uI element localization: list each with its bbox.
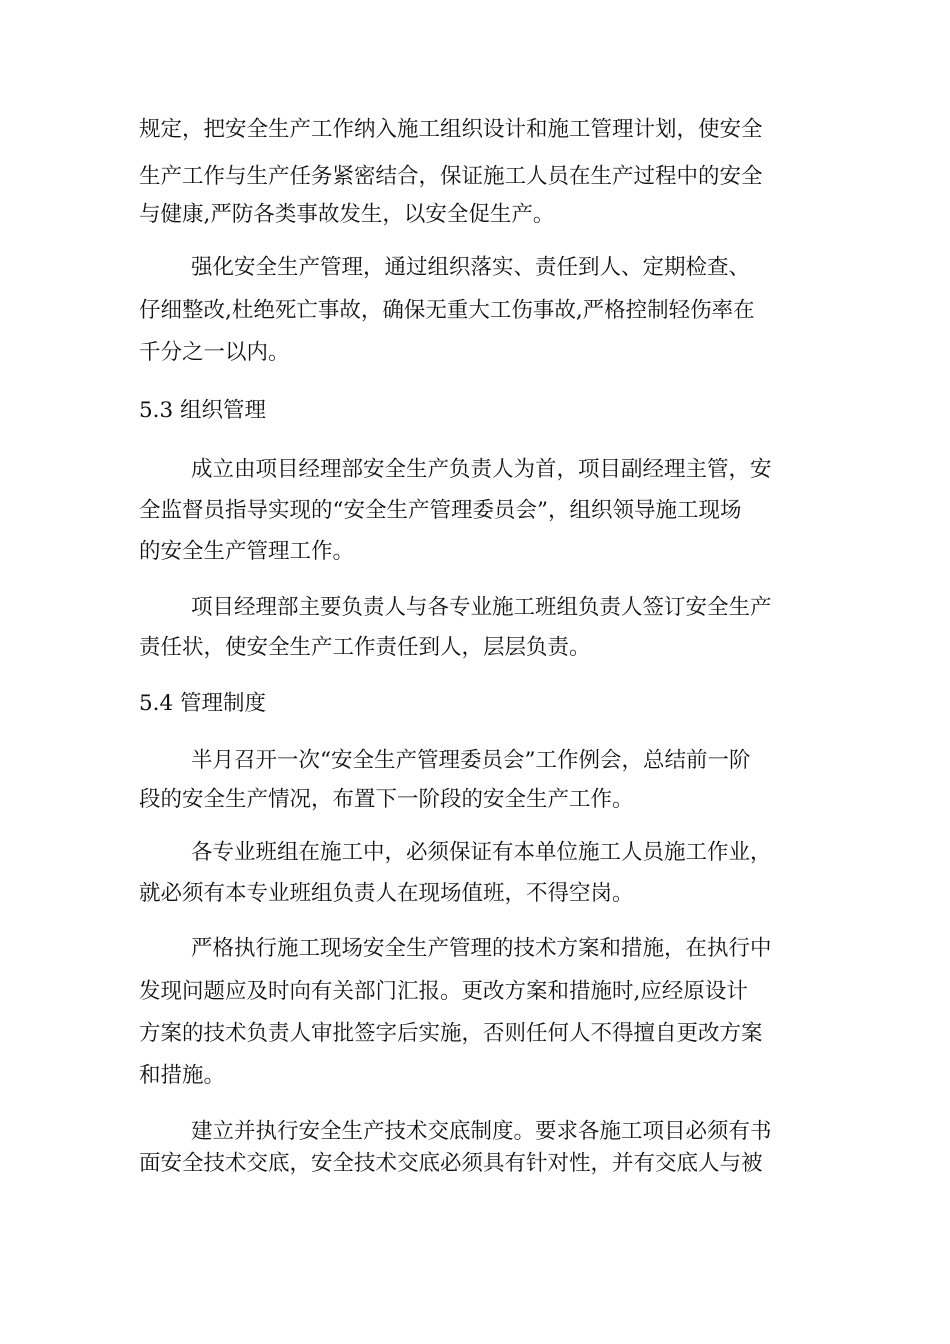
text-line: 严格执行施工现场安全生产管理的技术方案和措施，在执行中 xyxy=(191,936,772,961)
text-line: 和措施。 xyxy=(139,1063,226,1088)
text-line: 生产工作与生产任务紧密结合，保证施工人员在生产过程中的安全 xyxy=(139,164,763,189)
text-line: 建立并执行安全生产技术交底制度。要求各施工项目必须有书 xyxy=(191,1119,772,1144)
text-line: 面安全技术交底，安全技术交底必须具有针对性，并有交底人与被 xyxy=(139,1151,763,1176)
text-line: 半月召开一次“安全生产管理委员会”工作例会，总结前一阶 xyxy=(191,748,751,773)
text-line: 强化安全生产管理，通过组织落实、责任到人、定期检查、 xyxy=(191,255,751,280)
text-line: 就必须有本专业班组负责人在现场值班，不得空岗。 xyxy=(139,881,634,906)
text-line: 责任状，使安全生产工作责任到人，层层负责。 xyxy=(139,635,591,660)
text-line: 成立由项目经理部安全生产负责人为首，项目副经理主管，安 xyxy=(191,457,772,482)
text-line: 与健康,严防各类事故发生，以安全促生产。 xyxy=(139,202,555,227)
text-line: 的安全生产管理工作。 xyxy=(139,539,355,564)
section-heading: 5.3 组织管理 xyxy=(139,398,267,423)
section-heading: 5.4 管理制度 xyxy=(139,691,267,716)
text-line: 方案的技术负责人审批签字后实施，否则任何人不得擅自更改方案 xyxy=(139,1021,763,1046)
text-line: 各专业班组在施工中，必须保证有本单位施工人员施工作业， xyxy=(191,840,772,865)
text-line: 发现问题应及时向有关部门汇报。更改方案和措施时,应经原设计 xyxy=(139,979,748,1004)
text-line: 仔细整改,杜绝死亡事故，确保无重大工伤事故,严格控制轻伤率在 xyxy=(139,298,755,323)
text-line: 规定，把安全生产工作纳入施工组织设计和施工管理计划，使安全 xyxy=(139,117,763,142)
text-line: 千分之一以内。 xyxy=(139,340,290,365)
text-line: 段的安全生产情况，布置下一阶段的安全生产工作。 xyxy=(139,787,634,812)
text-line: 项目经理部主要负责人与各专业施工班组负责人签订安全生产 xyxy=(191,595,772,620)
text-line: 全监督员指导实现的“安全生产管理委员会”，组织领导施工现场 xyxy=(139,498,742,523)
